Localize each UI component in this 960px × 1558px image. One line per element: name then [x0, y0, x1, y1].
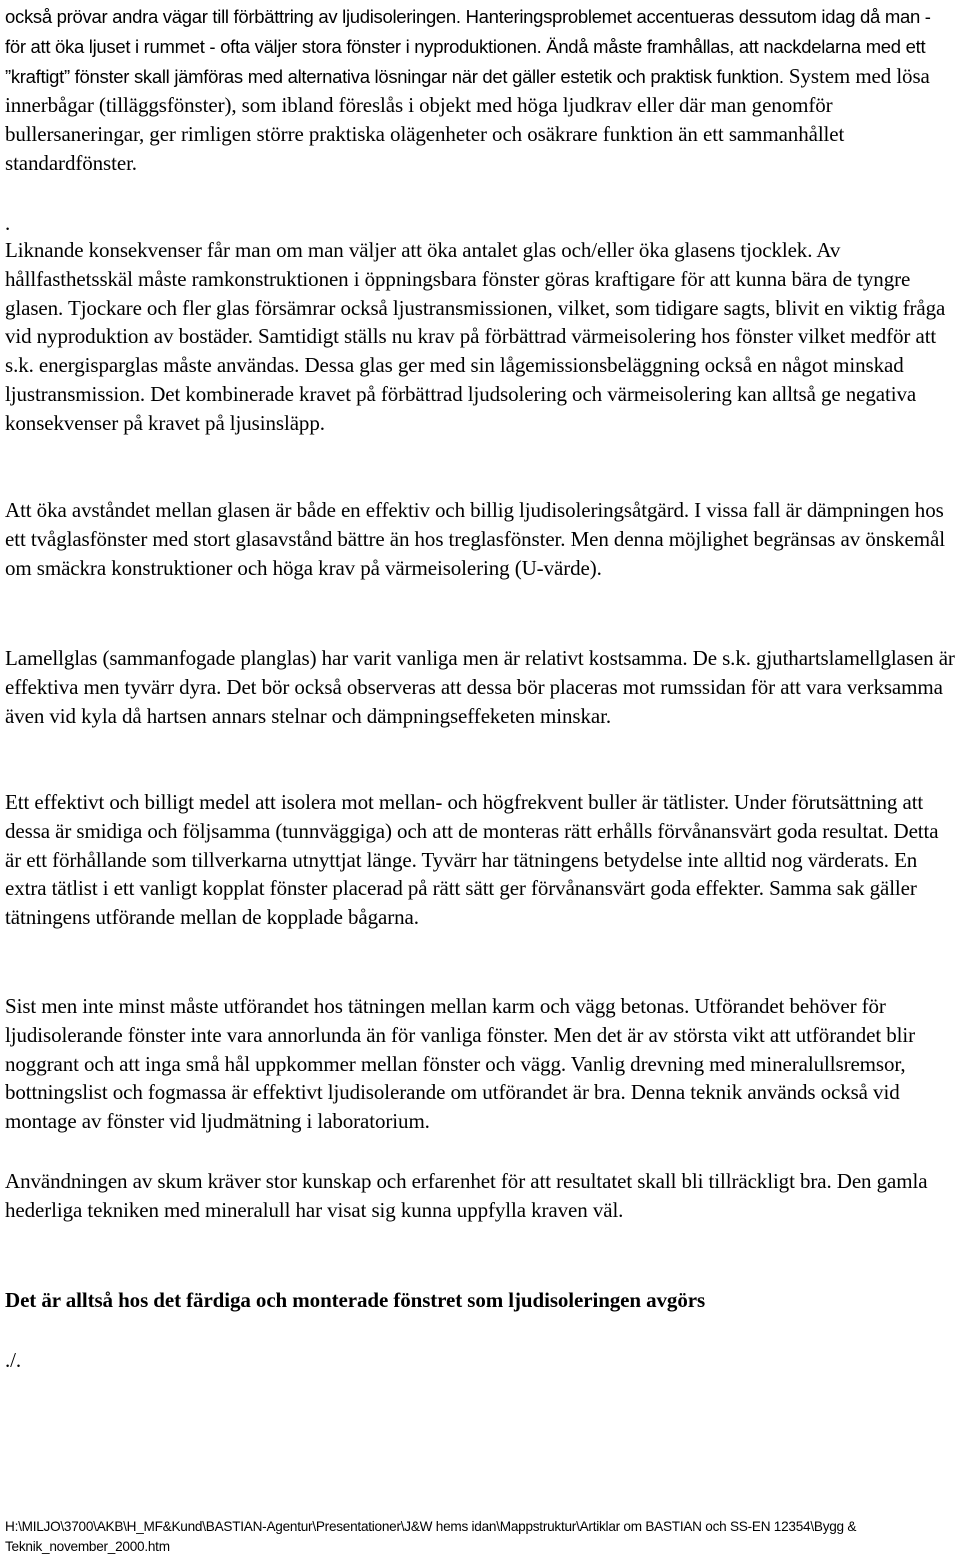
paragraph-glass-distance: Att öka avståndet mellan glasen är både en effektiv och billig ljudisoleringsåtgärd. I vissa fall är dämpningen hos ett tvåglasfönster med stort glasavstånd bättre än hos treglasfönster. Men denna möjlighet begränsas av önskemål om smäckra konstruktioner och höga krav på värmeisolering (U-värde). [5, 498, 945, 580]
intro-sans-text: också prövar andra vägar till förbättring av ljudisoleringen. Hanteringsproblemet accentueras dessutom idag då man - för att öka ljuset i rummet - ofta väljer stora fönster i nyproduktionen. Ändå måste framhållas, att nackdelarna med ett ”kraftigt” fönster skall jämföras med alternativa lösningar när det gäller estetik och praktisk funktion. [5, 6, 931, 87]
paragraph-foam: Användningen av skum kräver stor kunskap och erfarenhet för att resultatet skall bli tillräckligt bra. Den gamla hederliga tekniken med mineralull har visat sig kunna uppfylla kraven väl. [5, 1169, 928, 1222]
intro-paragraph [5, 2, 955, 178]
paragraph-laminated-glass: Lamellglas (sammanfogade planglas) har varit vanliga men är relativt kostsamma. De s.k. gjuthartslamellglasen är effektiva men tyvärr dyra. Det bör också observeras att dessa bör placeras mot rumssidan för att vara verksamma även vid kyla då hartsen annars stelnar och dämpningseffeketen minskar. [5, 646, 955, 728]
paragraph-sealing-strips: Ett effektivt och billigt medel att isolera mot mellan- och högfrekvent buller är tätlister. Under förutsättning att dessa är smidiga och följsamma (tunnväggiga) och att de monteras rätt erhålls förvånansvärt goda resultat. Detta är ett förhållande som tillverkarna utnyttjat länge. Tyvärr har tätningens betydelse inte alltid nog värderats. En extra tätlist i ett vanligt kopplat fönster placerad på rätt sätt ger förvånansvärt goda effekter. Samma sak gäller tätningens utförande mellan de kopplade bågarna. [5, 790, 939, 930]
intro-serif-text: System med lösa innerbågar (tilläggsfönster), som ibland föreslås i objekt med höga ljudkrav eller där man genomför bullersaneringar, ger rimligen större praktiska olägenheter och osäkrare funktion än ett sammanhållet standardfönster. [5, 63, 930, 175]
paragraph-frame-wall-sealing: Sist men inte minst måste utförandet hos tätningen mellan karm och vägg betonas. Utförandet behöver för ljudisolerande fönster inte vara annorlunda än för vanliga fönster. Men det är av största vikt att utförandet blir noggrant och att inga små hål uppkommer mellan fönster och vägg. Vanlig drevning med mineralullsremsor, bottningslist och fogmassa är effektivt ljudisolerande om utförandet är bra. Denna teknik används också vid montage av fönster vid ljudmätning i laboratorium. [5, 994, 915, 1134]
dot-line: . [5, 211, 11, 235]
end-mark: ./. [5, 1348, 22, 1372]
paragraph-glass-thickness: Liknande konsekvenser får man om man väljer att öka antalet glas och/eller öka glasens tjocklek. Av hållfasthetsskäl måste ramkonstruktionen i öppningsbara fönster göras kraftigare för att kunna bära de tyngre glasen. Tjockare och fler glas försämrar också ljustransmissionen, vilket, som tidigare sagts, blivit en viktig fråga vid nyproduktion av bostäder. Samtidigt ställs nu krav på förbättrad värmeisolering hos fönster vilket medför att s.k. energisparglas måste användas. Dessa glas ger med sin lågemissionsbeläggning också en något minskad ljustransmission. Det kombinerade kravet på förbättrad ljudsolering och värmeisolering kan alltså ge negativa konsekvenser på kravet på ljusinsläpp. [5, 238, 946, 435]
footer-file-path: H:\MILJO\3700\AKB\H_MF&Kund\BASTIAN-Agentur\Presentationer\J&W hems idan\Mappstruktur\Artiklar om BASTIAN och SS-EN 12354\Bygg & Teknik_november_2000.htm [5, 1519, 857, 1554]
conclusion-heading: Det är alltså hos det färdiga och monterade fönstret som ljudisoleringen avgörs [5, 1288, 706, 1312]
